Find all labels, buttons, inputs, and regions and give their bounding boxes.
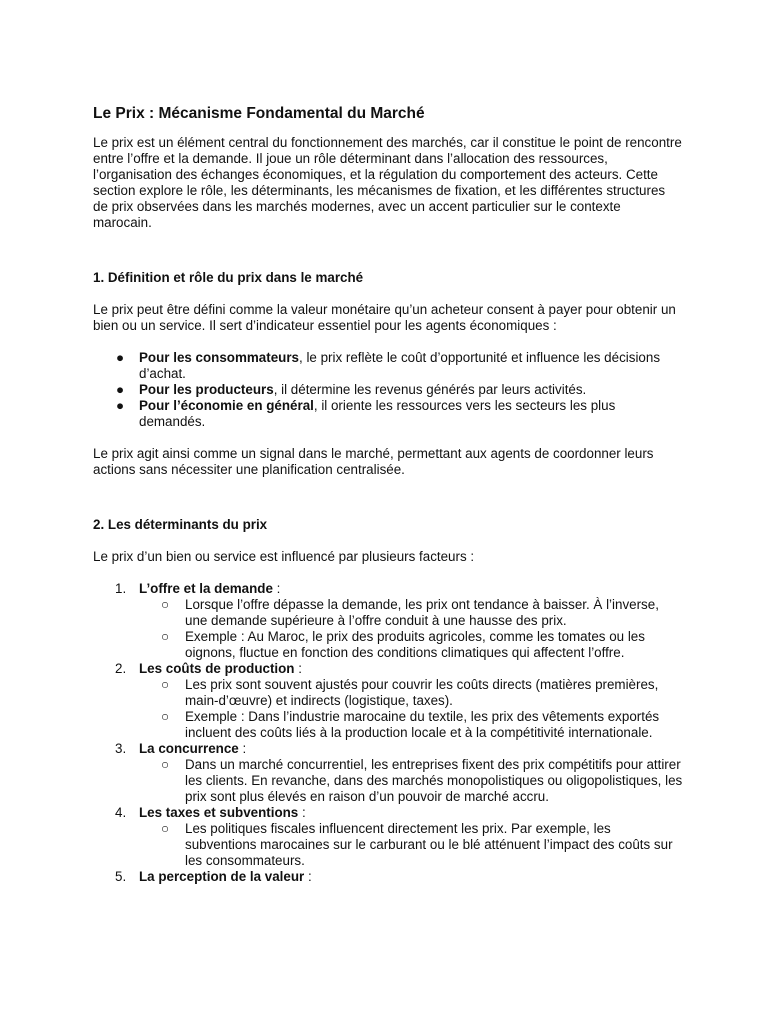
factor-suffix: : (298, 805, 306, 820)
factor-sub-text: Les politiques fiscales influencent directement les prix. Par exemple, les subventions marocaines sur le carburant ou le blé atténuent l’impact des coûts sur les consommateurs. (185, 821, 673, 868)
section-1-closing: Le prix agit ainsi comme un signal dans le marché, permettant aux agents de coordonner leurs actions sans nécessiter une planification centralisée. (93, 446, 654, 477)
factor-item (93, 661, 683, 741)
factor-number: 4. (115, 805, 127, 820)
factor-suffix: : (272, 581, 281, 596)
factor-title: Les coûts de production (139, 661, 295, 676)
role-bullet-item (93, 398, 683, 430)
document-page (93, 104, 683, 885)
factor-sub-list (139, 757, 683, 805)
section-2-lead: Le prix d’un bien ou service est influencé par plusieurs facteurs : (93, 549, 475, 564)
factor-sub-item (139, 629, 683, 661)
factor-sub-item (139, 821, 683, 869)
bullet-icon: ● (116, 398, 125, 413)
factor-number: 3. (115, 741, 127, 756)
section-1-heading: 1. Définition et rôle du prix dans le marché (93, 270, 364, 285)
factor-number: 2. (115, 661, 127, 676)
factor-sub-text: Lorsque l’offre dépasse la demande, les prix ont tendance à baisser. À l’inverse, une demande supérieure à l’offre conduit à une hausse des prix. (185, 597, 659, 628)
factor-sub-item (139, 597, 683, 629)
circle-bullet-icon: ○ (161, 629, 170, 644)
factor-sub-text: Exemple : Dans l’industrie marocaine du textile, les prix des vêtements exportés incluent des coûts liés à la production locale et à la compétitivité internationale. (185, 709, 660, 740)
role-bullet-list (93, 350, 683, 430)
factor-number: 5. (115, 869, 127, 884)
factor-item (93, 805, 683, 869)
factor-sub-text: Les prix sont souvent ajustés pour couvrir les coûts directs (matières premières, main-d’œuvre) et indirects (logistique, taxes). (185, 677, 659, 708)
factor-suffix: : (304, 869, 312, 884)
factor-sub-list (139, 597, 683, 661)
factor-item (93, 741, 683, 805)
factor-sub-text: Dans un marché concurrentiel, les entreprises fixent des prix compétitifs pour attirer les clients. En revanche, dans des marchés monopolistiques ou oligopolistiques, les prix sont plus élevés en raison d’un pouvoir de marché accru. (185, 757, 683, 804)
factor-sub-text: Exemple : Au Maroc, le prix des produits agricoles, comme les tomates ou les oignons, fluctue en fonction des conditions climatiques qui affectent l’offre. (185, 629, 645, 660)
factor-title: Les taxes et subventions (139, 805, 299, 820)
bullet-icon: ● (116, 382, 125, 397)
factor-sub-item (139, 709, 683, 741)
role-bullet-item (93, 350, 683, 382)
role-bullet-item (93, 382, 683, 398)
intro-paragraph: Le prix est un élément central du fonctionnement des marchés, car il constitue le point de rencontre entre l’offre et la demande. Il joue un rôle déterminant dans l’allocation des ressources, l’organisation des échanges économiques, et la régulation du comportement des acteurs. Cette section explore le rôle, les déterminants, les mécanismes de fixation, et les différentes structures de prix observées dans les marchés modernes, avec un accent particulier sur le contexte marocain. (93, 135, 682, 230)
factor-number: 1. (115, 581, 127, 596)
factor-sub-list (139, 821, 683, 869)
bullet-text: , il détermine les revenus générés par leurs activités. (273, 382, 587, 397)
factor-title: L’offre et la demande (139, 581, 273, 596)
bullet-bold: Pour l’économie en général (139, 398, 314, 413)
factor-suffix: : (238, 741, 247, 756)
bullet-bold: Pour les consommateurs (139, 350, 299, 365)
factor-sub-item (139, 757, 683, 805)
factor-sub-item (139, 677, 683, 709)
circle-bullet-icon: ○ (161, 709, 170, 724)
circle-bullet-icon: ○ (161, 757, 170, 772)
bullet-bold: Pour les producteurs (139, 382, 274, 397)
bullet-icon: ● (116, 350, 125, 365)
section-1-lead: Le prix peut être défini comme la valeur monétaire qu’un acheteur consent à payer pour obtenir un bien ou un service. Il sert d’indicateur essentiel pour les agents économiques : (93, 302, 676, 333)
bullet-text: , le prix reflète le coût d’opportunité et influence les décisions d’achat. (139, 350, 661, 381)
factor-list (93, 581, 683, 885)
factor-item (93, 581, 683, 661)
circle-bullet-icon: ○ (161, 677, 170, 692)
circle-bullet-icon: ○ (161, 597, 170, 612)
section-2-heading: 2. Les déterminants du prix (93, 517, 268, 532)
circle-bullet-icon: ○ (161, 821, 170, 836)
factor-sub-list (139, 677, 683, 741)
factor-title: La concurrence (139, 741, 239, 756)
factor-item (93, 869, 683, 885)
factor-title: La perception de la valeur (139, 869, 305, 884)
document-title: Le Prix : Mécanisme Fondamental du Marché (93, 105, 425, 122)
factor-suffix: : (294, 661, 302, 676)
bullet-text: , il oriente les ressources vers les secteurs les plus demandés. (139, 398, 616, 429)
